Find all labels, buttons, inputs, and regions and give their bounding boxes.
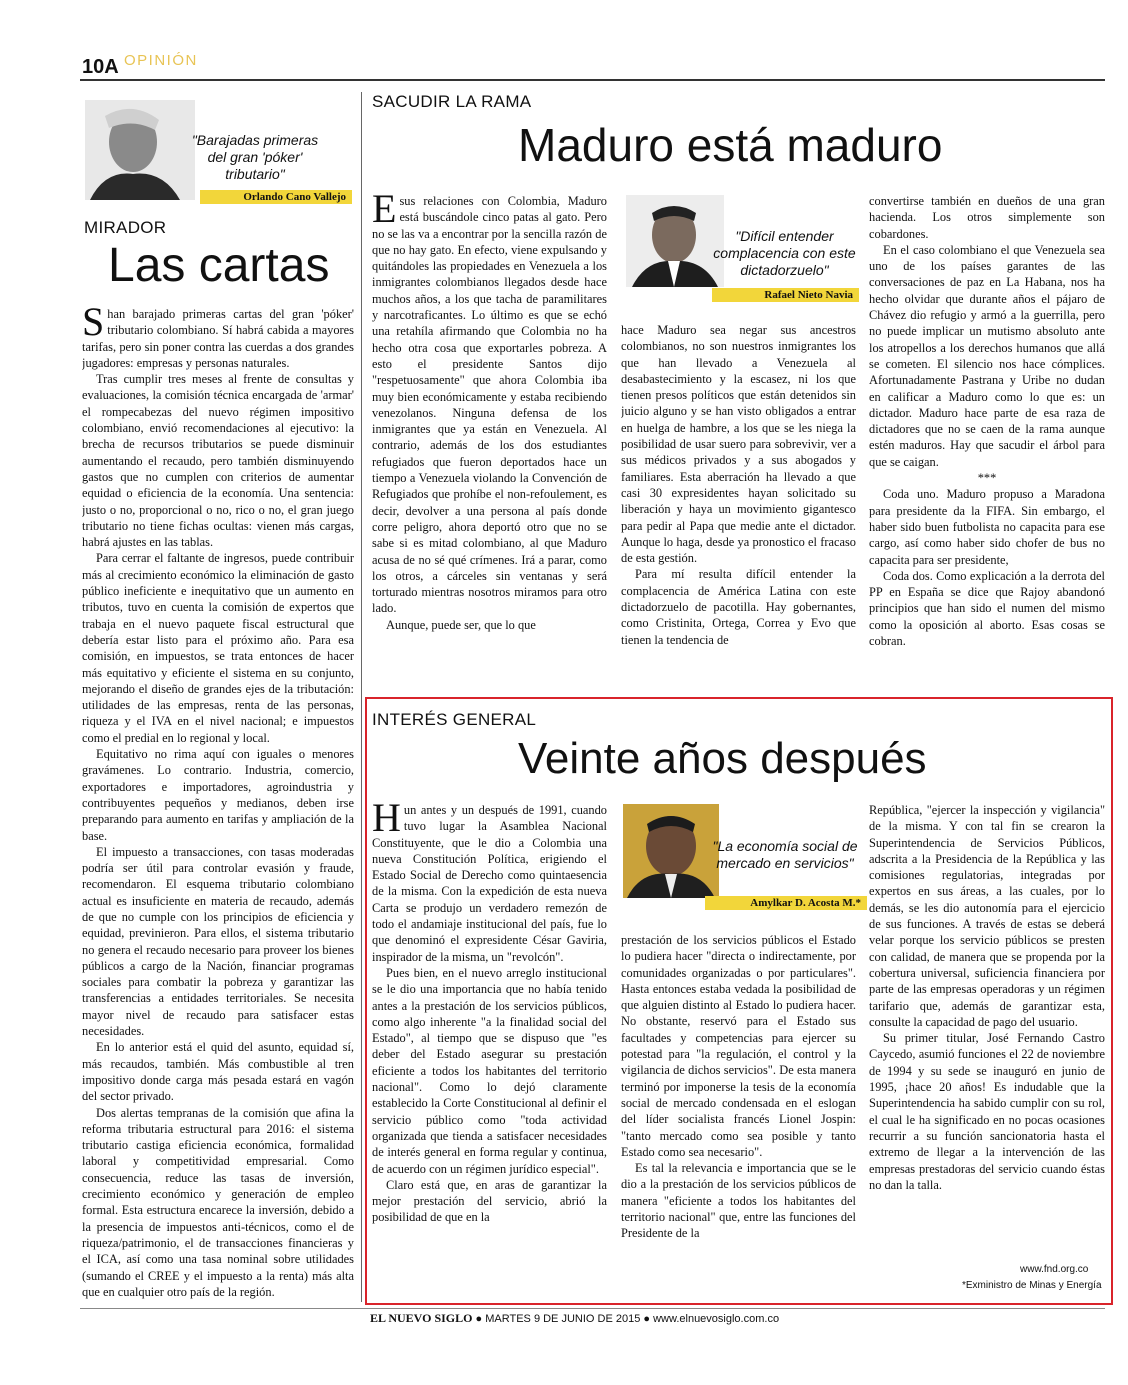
pull-quote: "La economía social de mercado en servicios" [712,838,858,871]
section-title: MIRADOR [84,218,167,237]
author-name: Rafael Nieto Navia [712,288,859,302]
site-url: www.elnuevosiglo.com.co [653,1313,780,1325]
footer [370,1311,779,1326]
author-photo [626,195,724,287]
paragraph: Es tal la relevancia e importancia que se le dio a la prestación de los servicios públicos de manera "eficiente a todos los habitantes del territorio nacional" que, entre las funciones del Presidente de la [621,1161,856,1241]
paper-name: EL NUEVO SIGLO [370,1311,473,1325]
paragraph: En lo anterior está el quid del asunto, equidad sí, más recaudos, también. Más combustible al tren impositivo donde carga más pesada estará en vagón del sector privado. [82,1040,354,1104]
website: www.fnd.org.co [1020,1264,1089,1275]
author-name: Orlando Cano Vallejo [200,190,352,204]
article-body-col1 [372,193,607,673]
paragraph: Pues bien, en el nuevo arreglo institucional se le dio una importancia que no había tenido antes a la prestación de los servicios públicos, como algo inherente "a la finalidad social del Estado", al tiempo que se dispuso que "es deber del Estado asegurar su prestación eficiente a todos los habitantes del territorio nacional". Como lo dejó claramente establecido la Corte Constitucional al definir el servicio público como "toda actividad organizada que tienda a satisfacer necesidades de interés general en forma regular y continua, de acuerdo con un régimen jurídico especial". [372,965,607,1176]
page-number: 10A [82,56,119,78]
paragraph: Para mí resulta difícil entender la complacencia de América Latina con este dictadorzuelo de pacotilla. Hay gobernantes, como Cristinita, Ortega, Correa y Evo que tienen la tendencia de [621,567,856,647]
paragraph: prestación de los servicios públicos el Estado lo pudiera hacer "directa o indirectamente, por comunidades organizadas o por particulares". Hasta entonces estaba vedada la posibilidad de que alguien distinto al Estado lo pudiera hacer. No obstante, reservó para el Estado sus facultades y competencias para ejercer su potestad para "la regulación, el control y la vigilancia de dichos servicios". De esta manera terminó por imponerse la tesis de la economía social de mercado condensada en el eslogan del líder socialista francés Lionel Jospin: "tanto mercado como sea posible y tanto Estado como sea necesario". [621,933,856,1159]
paragraph: hace Maduro sea negar sus ancestros colombianos, no son nuestros inmigrantes los que han llevado a Venezuela al desabastecimiento y la escasez, ni los que tienen presos políticos que están detenidos sin juicio alguno y se han visto obligados a entrar en huelga de hambre, a los que se les niega la posibilidad de usar suero para sobrevivir, ver a sus médicos privados y a sus abogados y familiares. Esta aberración ha llevado a que casi 30 expresidentes hayan solicitado su liberación y haya un movimiento gigantesco para pedir al Papa que medie ante el dictador. Aunque lo haga, desde ya pronostico el fracaso de esta gestión. [621,323,856,566]
author-photo [85,100,195,200]
section-label: OPINIÓN [124,52,198,69]
paragraph: Tras cumplir tres meses al frente de consultas y evaluaciones, la comisión técnica encargada de 'armar' el rompecabezas del nuevo régimen impositivo colombiano, envió recomendaciones al ejecutivo: la brecha de recursos tributarios se puede disminuir aumentando el recaudo, pero también disminuyendo gastos que no cumplen con criterios de aumentar equidad o eficiencia de la economía. Una sentencia: justo o no, proporcional o no, rico o no, el gran juego tributario no tiene fichas ocultas: vienen más cargas, habrá ajustes en las tablas. [82,372,354,550]
paragraph: Coda dos. Como explicación a la derrota del PP en España se dice que Rajoy abandonó principios que han sido el numen del mismo como la oposición al aborto. Esas cosas se cobran. [869,568,1105,649]
article-body-col3 [869,193,1105,673]
headline: Maduro está maduro [518,119,943,171]
paragraph: Para cerrar el faltante de ingresos, puede contribuir más al crecimiento económico la eliminación de gasto público ineficiente e inequitativo que un aumento en tributos, tuvo en cuenta la comisión de expertos que trabaja en el nuevo paquete fiscal estructural que debería estar listo para el próximo año. Para esa comisión, en impuestos, se trata entonces de hacer más equitativo y eficiente el sistema en su conjunto, mejorando el diseño de grandes ejes de la tributación: utilidades de las empresas, renta de las personas, riqueza y el IVA en el nivel nacional; e impuestos como el predial en lo regional y local. [82,551,354,745]
article-body-col3 [869,802,1105,1262]
paragraph: Shan barajado primeras cartas del gran 'póker' tributario colombiano. Sí habrá cabida a mayores tarifas, pero sin poner contra las cuerdas a dos grandes jugadores: empresas y personas naturales. [82,306,354,370]
paragraph: convertirse también en dueños de una gran hacienda. Los otros simplemente son cobardones. [869,194,1105,241]
drop-cap: S [82,306,105,344]
article-body-col2 [621,322,856,672]
bullet-icon: ● [643,1313,651,1325]
author-photo [623,804,719,898]
column-divider [361,92,362,1302]
author-name: Amylkar D. Acosta M.* [705,896,867,910]
footer-rule [80,1308,1105,1309]
paragraph: Hun antes y un después de 1991, cuando tuvo lugar la Asamblea Nacional Constituyente, que le dio a Colombia una nueva Constitución Política, erigiendo el Estado Social de Derecho como quintaesencia de la misma. Con la expedición de esta nueva Carta se produjo un verdadero remezón de todo el andamiaje institucional del país, fue lo que denominó el expresidente César Gaviria, inspirador de la misma, un "revolcón". [372,802,607,964]
paragraph: Su primer titular, José Fernando Castro Caycedo, asumió funciones el 22 de noviembre de 1994 y su sede se inauguró en junio de 1995, ¡hace 20 años! Es indudable que la Superintendencia ha sabido cumplir con su rol, el cual le ha significado en no pocas ocasiones recurrir a su función sancionatoria hasta el extremo de llegar a la intervención de las empresas prestadoras del servicio cuando éstas no dan la talla. [869,1031,1105,1192]
drop-cap: H [372,802,401,840]
paragraph: Equitativo no rima aquí con iguales o menores gravámenes. Lo contrario. Industria, comercio, exportadores e importadores, agroindustria y contribuyentes pequeños y medianos, deben irse preparando para aumento en tarifas y ampliación de la base. [82,747,354,843]
article-body [82,306,354,1306]
paragraph: En el caso colombiano el que Venezuela sea uno de los países garantes de las conversaciones de paz en La Habana, nos ha hecho olvidar que durante años el pájaro de Chávez dio refugio y armó a la guerrilla, pero no puede implicar un mutismo absoluto ante los atropellos a los derechos humanos que allá se cometen. El silencio nos hace cómplices. Afortunadamente Pastrana y Uribe no dudan en calificar a Maduro como lo que es: un dictador. Maduro hace parte de esa raza de dictadores que no se caen de la rama aunque estén maduros. Hay que sacudir el árbol para que se caigan. [869,242,1105,469]
paragraph: Claro está que, en aras de garantizar la mejor prestación del servicio, abrió la posibilidad de que en la [372,1177,607,1225]
pull-quote: "Barajadas primeras del gran 'póker' tributario" [191,132,319,182]
bullet-icon: ● [475,1313,483,1325]
paragraph: El impuesto a transacciones, con tasas moderadas podría ser útil para controlar evasión y fraude, recomendaron. El esquema tributario colombiano actual es insuficiente en materia de recaudo, además de que no cumple con los principios de eficiencia y equidad, previnieron. Para ellos, el sistema tributario no genera el recaudo necesario para proveer los bienes públicos a cargo de la Nación, financiar programas sociales para combatir la pobreza y garantizar las transferencias a entidades territoriales. Se necesita mayor nivel de recaudo para satisfacer estas necesidades. [82,844,354,1039]
paragraph: Dos alertas tempranas de la comisión que afina la reforma tributaria estructural para 2016: el sistema tributario castiga eficiencia económica, formalidad laboral y competitividad empresarial. Como consecuencia, reduce las tasas de inversión, crecimiento económico y generación de empleo formal. Esta estructura encarece la inversión, debido a la presencia de impuestos anti-técnicos, como el de riqueza/patrimonio, el de transacciones financieras y el ICA, así como una tasa nominal sobre utilidades (sumando el CREE y el impuesto a la renta) más alta que en cualquier otro país de la región. [82,1105,354,1299]
header-rule [80,79,1105,81]
paragraph: Aunque, puede ser, que lo que [386,617,536,632]
section-title: INTERÉS GENERAL [372,710,537,729]
article-body-col1 [372,802,607,1286]
article-body-col2 [621,932,856,1288]
issue-date: MARTES 9 DE JUNIO DE 2015 [485,1313,641,1325]
pull-quote: "Difícil entender complacencia con este dictadorzuelo" [713,228,856,278]
paragraph: Coda uno. Maduro propuso a Maradona para presidente da la FIFA. Sin embargo, el haber sido buen futbolista no capacita para ese cargo, así como haber sido chofer de bus no capacita para ser presidente, [869,487,1105,567]
footnote: *Exministro de Minas y Energía [962,1280,1102,1291]
headline: Las cartas [108,239,330,292]
headline: Veinte años después [518,734,927,783]
paragraph: Esus relaciones con Colombia, Maduro está buscándole cinco patas al gato. Pero no se las va a encontrar por la sencilla razón de que no hay gato. En efecto, viene expulsando y quitándoles las propiedades en Venezuela a los inmigrantes colombianos llegados desde hace muchos años, a los que tacha de paramilitares y narcotraficantes. Lo último es que se echó una retahíla afirmando que Colombia no ha hecho otra cosa que exportarles pobreza. A esto el presidente Santos dijo "respetuosamente" que ahora Colombia iba muy bien económicamente y estaba recibiendo venezolanos. Ninguna defensa de los inmigrantes que ya están en Venezuela. Al contrario, además de los dos estudiantes refugiados que fueron deportados hace un tiempo a Venezuela violando la Convención de Refugiados que prohíbe el non-refoulement, es decir, devolver a una persona al país donde corre peligro, ahora deportó otro que no se sabe si es mitad colombiano, al que Maduro acusa de no sé qué crímenes. Irá a parar, como los otros, a cárceles sin ventanas y será torturado mientras nosotros miramos para otro lado. [372,193,607,616]
paragraph: República, "ejercer la inspección y vigilancia" de la misma. Y con tal fin se crearon la Superintendencia de Servicios Públicos, adscrita a la Presidencia de la República y las comisiones regulatorias, integradas por expertos en sus áreas, a las cuales, por lo demás, se les dio autonomía para el ejercicio de sus funciones. A través de estas se deberá velar porque los servicio públicos se presten con calidad, de manera que se propenda por la cobertura universal, suficiencia financiera por parte de las empresas operadoras y un régimen tarifario que, además de garantizar esta, consulte la capacidad de pago del usuario. [869,803,1105,1029]
drop-cap: E [372,193,397,231]
section-title: SACUDIR LA RAMA [372,92,532,111]
separator: *** [977,471,997,486]
